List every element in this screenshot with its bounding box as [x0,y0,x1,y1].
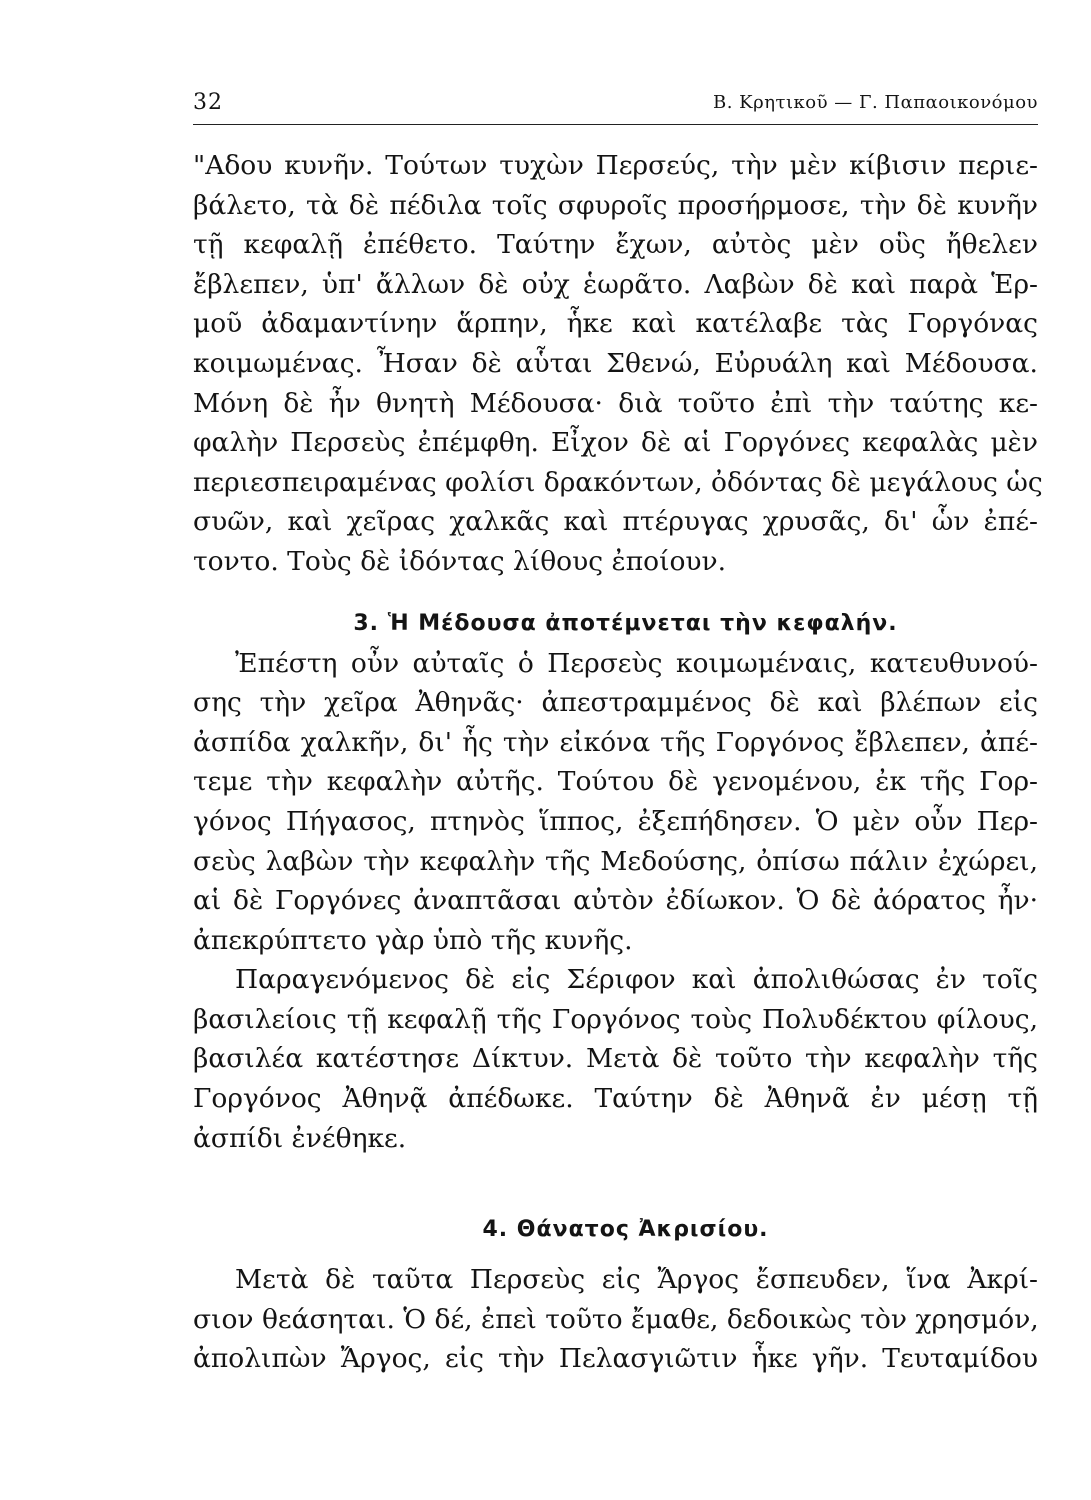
section3-paragraph-1 [193,644,1038,961]
page-number: 32 [193,90,223,115]
text-line: βάλετο, τὰ δὲ πέδιλα τοῖς σφυροῖς προσήρμοσε, τὴν δὲ κυνῆν [193,189,1038,221]
text-line: "Αδου κυνῆν. Τούτων τυχὼν Περσεύς, τὴν μὲν κίβισιν περιε- [193,150,1038,181]
text-line: Ἐπέστη οὖν αὐταῖς ὁ Περσεὺς κοιμωμέναις, κατευθυνού- [235,647,1038,679]
text-line: ἀπεκρύπτετο γὰρ ὑπὸ τῆς κυνῆς. [193,924,633,956]
text-line: Γοργόνος Ἀθηνᾷ ἀπέδωκε. Ταύτην δὲ Ἀθηνᾶ ἐν μέσῃ τῇ [193,1083,1038,1115]
header-rule [193,124,1038,125]
section4-paragraph-1 [193,1260,1038,1379]
text-line: Μετὰ δὲ ταῦτα Περσεὺς εἰς Ἄργος ἔσπευδεν, ἵνα Ἀκρί- [235,1264,1038,1296]
section-heading: 3. Ἡ Μέδουσα ἀποτέμνεται τὴν κεφαλήν. [353,610,898,636]
text-line: Μόνη δὲ ἦν θνητὴ Μέδουσα· διὰ τοῦτο ἐπὶ τὴν ταύτης κε- [193,387,1038,419]
text-line: μοῦ ἀδαμαντίνην ἅρπην, ἧκε καὶ κατέλαβε τὰς Γοργόνας [193,308,1038,340]
page-body [193,146,1043,1379]
text-line: Παραγενόμενος δὲ εἰς Σέριφον καὶ ἀπολιθώσας ἐν τοῖς [235,964,1038,996]
text-line: ἀσπίδι ἐνέθηκε. [193,1122,407,1154]
text-line: ἔβλεπεν, ὑπ' ἄλλων δὲ οὐχ ἑωρᾶτο. Λαβὼν δὲ καὶ παρὰ Ἑρ- [193,268,1038,300]
running-head [193,88,1038,118]
text-line: τοντο. Τοὺς δὲ ἰδόντας λίθους ἐποίουν. [193,545,727,577]
text-line: κοιμωμένας. Ἦσαν δὲ αὗται Σθενώ, Εὐρυάλη καὶ Μέδουσα. [193,347,1038,379]
intro-paragraph [193,146,1043,582]
text-line: γόνος Πήγασος, πτηνὸς ἵππος, ἐξεπήδησεν. Ὁ μὲν οὖν Περ- [193,805,1038,837]
text-line: τεμε τὴν κεφαλὴν αὐτῆς. Τούτου δὲ γενομένου, ἐκ τῆς Γορ- [193,766,1038,798]
text-line: ἀπολιπὼν Ἄργος, εἰς τὴν Πελασγιῶτιν ἧκε γῆν. Τευταμίδου [193,1343,1038,1375]
text-line: συῶν, καὶ χεῖρας χαλκᾶς καὶ πτέρυγας χρυσᾶς, δι' ὧν ἐπέ- [193,506,1038,538]
running-title: Β. Κρητικοῦ — Γ. Παπαοικονόμου [713,92,1038,113]
text-line: σιον θεάσηται. Ὁ δέ, ἐπεὶ τοῦτο ἔμαθε, δεδοικὼς τὸν χρησμόν, [193,1303,1039,1335]
text-line: περιεσπειραμένας φολίσι δρακόντων, ὀδόντας δὲ μεγάλους ὡς [193,466,1043,498]
text-line: ἀσπίδα χαλκῆν, δι' ἧς τὴν εἰκόνα τῆς Γοργόνος ἔβλεπεν, ἀπέ- [193,726,1038,758]
text-line: βασιλέα κατέστησε Δίκτυν. Μετὰ δὲ τοῦτο τὴν κεφαλὴν τῆς [193,1043,1038,1075]
text-line: σεὺς λαβὼν τὴν κεφαλὴν τῆς Μεδούσης, ὀπίσω πάλιν ἐχώρει, [193,845,1038,877]
text-line: αἱ δὲ Γοργόνες ἀναπτᾶσαι αὐτὸν ἐδίωκον. Ὁ δὲ ἀόρατος ἦν· [193,885,1038,917]
text-line: τῇ κεφαλῇ ἐπέθετο. Ταύτην ἔχων, αὐτὸς μὲν οὓς ἤθελεν [193,229,1038,261]
text-line: βασιλείοις τῇ κεφαλῇ τῆς Γοργόνος τοὺς Πολυδέκτου φίλους, [193,1003,1038,1035]
section3-paragraph-2 [193,960,1038,1158]
section-heading: 4. Θάνατος Ἀκρισίου. [482,1217,769,1243]
text-line: σης τὴν χεῖρα Ἀθηνᾶς· ἀπεστραμμένος δὲ καὶ βλέπων εἰς [193,687,1038,719]
text-line: φαλὴν Περσεὺς ἐπέμφθη. Εἶχον δὲ αἱ Γοργόνες κεφαλὰς μὲν [193,427,1038,459]
